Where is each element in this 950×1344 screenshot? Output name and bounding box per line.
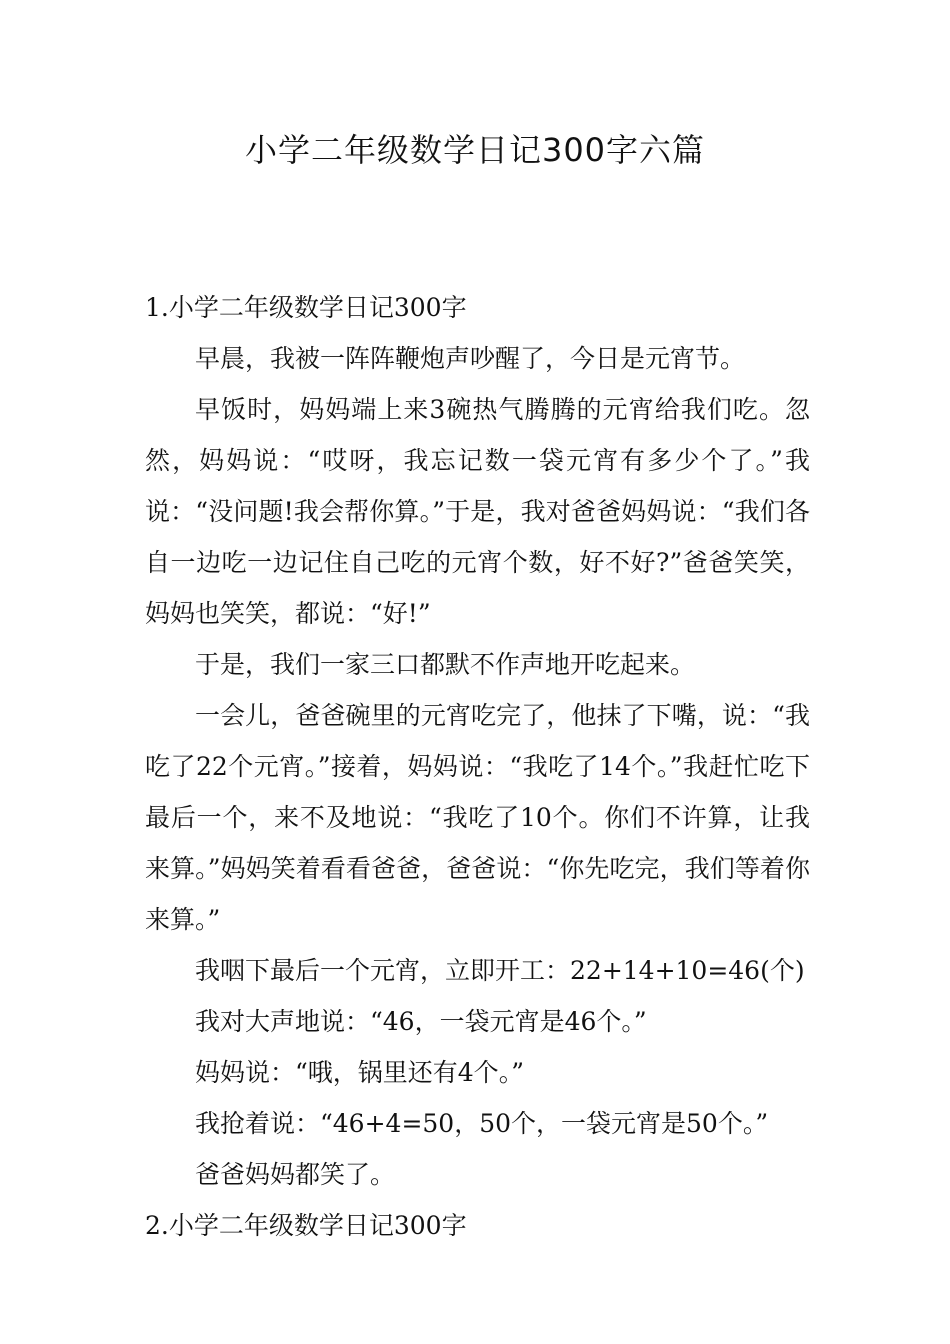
paragraph: 我咽下最后一个元宵，立即开工：22+14+10=46(个) [195, 956, 805, 985]
paragraph: 于是，我们一家三口都默不作声地开吃起来。 [195, 650, 696, 679]
section-heading-1: 1.小学二年级数学日记300字 [145, 293, 467, 322]
paragraph: 爸爸妈妈都笑了。 [195, 1160, 396, 1189]
paragraph: 早饭时，妈妈端上来3碗热气腾腾的元宵给我们吃。忽然，妈妈说：“哎呀，我忘记数一袋元宵有多少个了。”我说：“没问题!我会帮你算。”于是，我对爸爸妈妈说：“我们各自一边吃一边记住自己吃的元宵个数，好不好?”爸爸笑笑，妈妈也笑笑，都说：“好!” [145, 395, 810, 628]
document-body [145, 282, 810, 1251]
paragraph: 妈妈说：“哦，锅里还有4个。” [195, 1058, 524, 1087]
section-heading-2: 2.小学二年级数学日记300字 [145, 1211, 467, 1240]
paragraph: 早晨，我被一阵阵鞭炮声吵醒了，今日是元宵节。 [195, 344, 746, 373]
paragraph: 我对大声地说：“46，一袋元宵是46个。” [195, 1007, 647, 1036]
paragraph: 一会儿，爸爸碗里的元宵吃完了，他抹了下嘴，说：“我吃了22个元宵。”接着，妈妈说：“我吃了14个。”我赶忙吃下最后一个，来不及地说：“我吃了10个。你们不许算，让我来算。”妈妈笑着看看爸爸，爸爸说：“你先吃完，我们等着你来算。” [145, 701, 810, 934]
paragraph: 我抢着说：“46+4=50，50个，一袋元宵是50个。” [195, 1109, 769, 1138]
document-title: 小学二年级数学日记300字六篇 [244, 131, 706, 169]
